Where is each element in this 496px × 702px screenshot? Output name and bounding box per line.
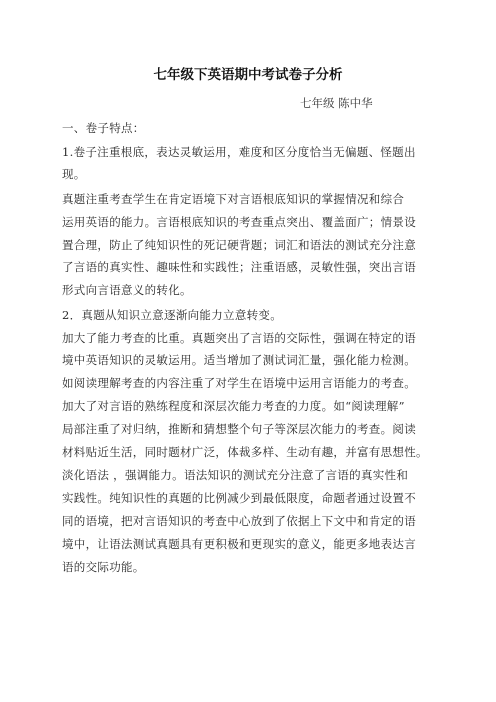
text-line: 置合理，防止了纯知识性的死记硬背题；词汇和语法的测试充分注意 <box>62 238 416 252</box>
text-line: 形式向言语意义的转化。 <box>62 283 192 297</box>
text-line: 真题注重考查学生在肯定语境下对言语根底知识的掌握情况和综合 <box>62 192 405 206</box>
section-heading: 一、卷子特点： <box>62 121 145 135</box>
text-line: 了言语的真实性、趣味性和实践性；注重语感，灵敏性强，突出言语 <box>62 260 416 274</box>
text-line: 加大了能力考查的比重。真题突出了言语的交际性，强调在特定的语 <box>62 331 416 345</box>
text-line: 局部注重了对归纳，推断和猜想整个句子等深层次能力的考查。阅读 <box>62 422 416 436</box>
text-line: 境中英语知识的灵敏运用。适当增加了测试词汇量，强化能力检测。 <box>62 353 416 367</box>
text-line: 材料贴近生活，同时题材广泛，体裁多样、生动有趣，并富有思想性。 <box>62 445 428 459</box>
text-line: 淡化语法 ，强调能力。语法知识的测试充分注意了言语的真实性和 <box>62 468 409 482</box>
text-line: 现。 <box>62 167 86 181</box>
author-line: 七年级 陈中华 <box>300 96 373 110</box>
text-line: 语的交际功能。 <box>62 560 145 574</box>
text-line: 如阅读理解考查的内容注重了对学生在语境中运用言语能力的考查。 <box>62 376 416 390</box>
text-line: 实践性。纯知识性的真题的比例减少到最低限度，命题者通过设置不 <box>62 491 416 505</box>
text-line: 加大了对言语的熟练程度和深层次能力考查的力度。如“阅读理解” <box>62 399 405 413</box>
text-line: 运用英语的能力。言语根底知识的考查重点突出、覆盖面广；情景设 <box>62 215 416 229</box>
text-line: 2．真题从知识立意逐渐向能力立意转变。 <box>62 308 283 322</box>
text-line: 境中，让语法测试真题具有更积极和更现实的意义，能更多地表达言 <box>62 537 416 551</box>
document-title: 七年级下英语期中考试卷子分析 <box>153 67 343 83</box>
text-line: 同的语境，把对言语知识的考查中心放到了依据上下文中和肯定的语 <box>62 514 416 528</box>
text-line: 1.卷子注重根底，表达灵敏运用，难度和区分度恰当无偏题、怪题出 <box>62 145 416 159</box>
